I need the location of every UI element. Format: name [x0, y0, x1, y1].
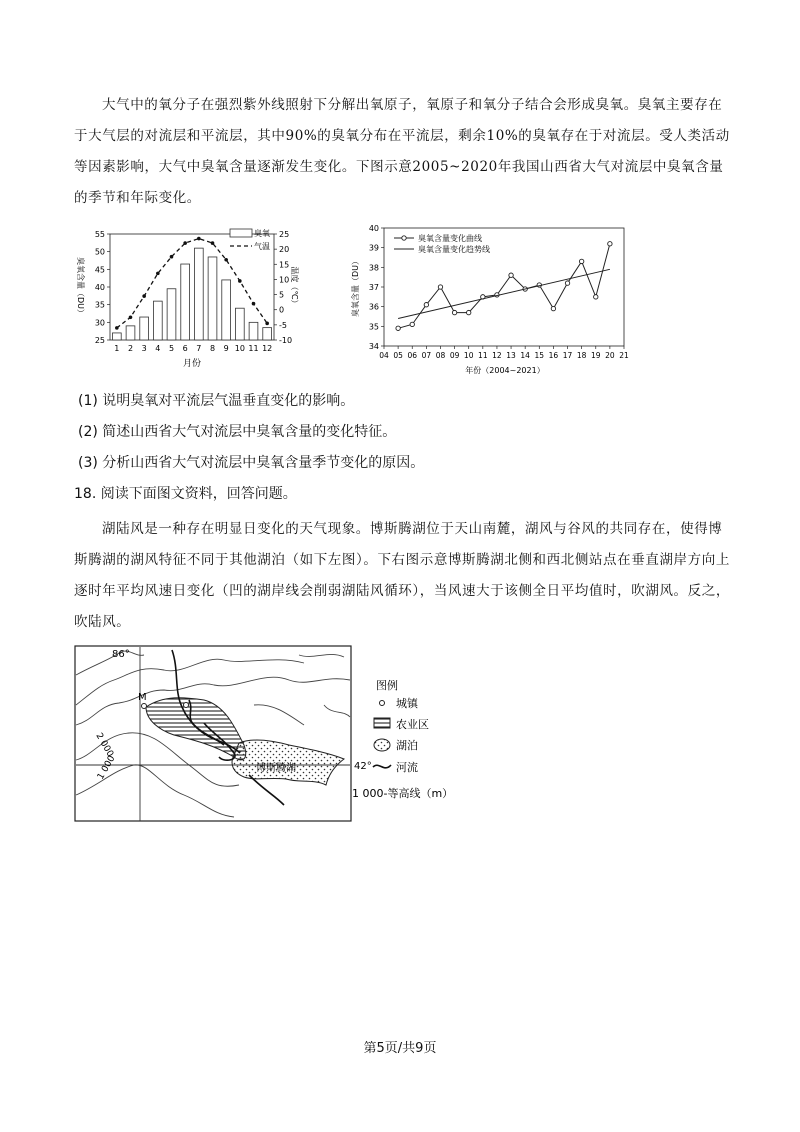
temperature-point [170, 255, 174, 259]
x-tick-label: 19 [590, 351, 601, 360]
x-tick-label: 6 [182, 344, 188, 353]
x-tick-label: 11 [248, 344, 259, 353]
lon-label: 86° [112, 649, 130, 660]
x-tick-label: 17 [562, 351, 573, 360]
x-tick-label: 8 [209, 344, 216, 353]
temperature-point [129, 315, 133, 319]
x-tick-label: 12 [262, 344, 273, 353]
y2-tick-label: 5 [279, 290, 285, 300]
ozone-bar [140, 317, 149, 340]
ozone-annual-point [424, 303, 428, 307]
x-tick-label: 10 [463, 351, 474, 360]
ozone-annual-point [452, 310, 456, 314]
legend-ozone-swatch [230, 229, 252, 237]
x-tick-label: 08 [435, 351, 446, 360]
y-tick-label: 37 [368, 283, 379, 292]
x-tick-label: 04 [379, 351, 389, 360]
x-tick-label: 16 [548, 351, 559, 360]
x-tick-label: 15 [534, 351, 545, 360]
ozone-bar [112, 333, 121, 340]
y2-tick-label: -5 [279, 320, 287, 330]
y2-tick-label: 15 [279, 260, 290, 270]
river-legend-symbol [373, 765, 391, 768]
y-axis-label: 臭氧含量（DU） [351, 256, 360, 318]
legend-curve: 臭氧含量变化曲线 [418, 234, 482, 243]
lat-label: 42° [354, 761, 372, 772]
y2-axis-label: 温度（℃） [290, 266, 299, 308]
x-tick-label: 5 [168, 344, 175, 353]
legend-trend: 臭氧含量变化趋势线 [418, 245, 490, 254]
y-tick-label: 25 [94, 336, 105, 345]
temperature-point [238, 279, 242, 283]
x-tick-label: 07 [421, 351, 432, 360]
ozone-bar [167, 289, 176, 340]
x-tick-label: 3 [141, 344, 147, 353]
ozone-annual-chart [350, 222, 630, 374]
y-tick-label: 38 [368, 263, 379, 273]
legend-curve-marker [402, 236, 406, 240]
question-1: (1) 说明臭氧对平流层气温垂直变化的影响。 [78, 393, 355, 409]
y2-tick-label: 20 [279, 245, 290, 255]
farm-legend-symbol [374, 718, 390, 728]
temperature-point [224, 258, 228, 262]
ozone-annual-point [467, 310, 471, 314]
y2-tick-label: 0 [279, 305, 285, 315]
ozone-bar [249, 322, 258, 340]
x-tick-label: 09 [449, 351, 460, 360]
y-axis-label: 臭氧含量（DU） [76, 256, 85, 318]
ozone-bar [126, 326, 135, 340]
town-legend-symbol [380, 701, 385, 706]
ozone-bar [153, 301, 162, 340]
y-tick-label: 40 [368, 224, 379, 233]
legend-title: 图例 [376, 679, 398, 692]
page-footer: 第5页/共9页 [363, 1041, 437, 1056]
legend-temp: 气温 [254, 242, 270, 251]
x-tick-label: 21 [619, 351, 629, 360]
ozone-bar [263, 328, 272, 340]
town-symbol [184, 703, 189, 708]
ozone-annual-point [410, 322, 414, 326]
ozone-bar [194, 248, 203, 340]
temperature-point [115, 326, 119, 330]
ozone-bar [222, 280, 231, 340]
y-tick-label: 36 [368, 302, 379, 312]
temperature-point [265, 322, 269, 326]
x-tick-label: 2 [127, 344, 134, 353]
y-tick-label: 35 [368, 322, 379, 332]
y-tick-label: 55 [94, 230, 105, 239]
q18-paragraph: 湖陆风是一种存在明显日变化的天气现象。博斯腾湖位于天山南麓，湖风与谷风的共同存在，使得博斯腾湖的湖风特征不同于其他湖泊（如下左图）。下右图示意博斯腾湖北侧和西北侧站点在垂直湖岸方向上逐时年平均风速日变化（凹的湖岸线会削弱湖陆风循环），当风速大于该侧全日平均值时，吹湖风。反之，吹陆风。 [74, 521, 730, 630]
map-legend [352, 678, 453, 800]
temperature-point [183, 241, 187, 245]
lake-label: 博斯腾湖 [256, 763, 296, 774]
ozone-annual-point [594, 295, 598, 299]
x-tick-label: 20 [605, 351, 615, 360]
legend-contour: 1 000-等高线（m） [352, 787, 454, 800]
ozone-bar [181, 264, 190, 340]
x-tick-label: 4 [155, 344, 161, 353]
question-18-title: 18. 阅读下面图文资料，回答问题。 [74, 486, 297, 502]
x-tick-label: 18 [576, 351, 587, 360]
town-symbol [142, 704, 147, 709]
ozone-annual-point [579, 259, 583, 263]
temperature-point [197, 237, 201, 241]
x-axis-label: 月份 [182, 359, 202, 369]
y-tick-label: 40 [94, 283, 105, 292]
y-tick-label: 30 [94, 318, 105, 328]
ozone-annual-point [509, 273, 513, 277]
y-tick-label: 35 [94, 300, 105, 310]
contour-label-1000: 1 000 [95, 754, 118, 782]
y-tick-label: 50 [94, 247, 105, 257]
x-tick-label: 10 [234, 344, 245, 353]
temperature-point [211, 241, 215, 245]
intro-paragraph: 大气中的氧分子在强烈紫外线照射下分解出氧原子，氧原子和氧分子结合会形成臭氧。臭氧主要存在于大气层的对流层和平流层，其中90%的臭氧分布在平流层，剩余10%的臭氧存在于对流层。受人类活动等因素影响，大气中臭氧含量逐渐发生变化。下图示意2005~2020年我国山西省大气对流层中臭氧含量的季节和年际变化。 [74, 97, 730, 206]
x-tick-label: 7 [196, 344, 202, 353]
ozone-bar [235, 308, 244, 340]
lake-legend-symbol [374, 739, 390, 751]
legend-town: 城镇 [396, 697, 418, 710]
temperature-point [156, 272, 160, 276]
y2-tick-label: 25 [279, 230, 290, 239]
question-2: (2) 简述山西省大气对流层中臭氧含量的变化特征。 [78, 424, 397, 440]
x-tick-label: 12 [492, 351, 502, 360]
temperature-point [142, 294, 146, 298]
y-tick-label: 45 [94, 265, 105, 275]
contour-label-2000: 2 000 [93, 731, 115, 759]
x-tick-label: 9 [223, 344, 229, 353]
y2-tick-label: 10 [279, 275, 290, 285]
x-axis-label: 年份（2004~2021） [465, 366, 545, 375]
ozone-annual-point [551, 306, 555, 310]
y-tick-label: 34 [368, 342, 379, 351]
legend-farm: 农业区 [396, 718, 429, 731]
legend-river: 河流 [396, 761, 418, 774]
x-tick-label: 05 [393, 351, 403, 360]
bosten-lake-map [74, 645, 474, 825]
ozone-annual-point [565, 281, 569, 285]
y2-tick-label: -10 [279, 336, 293, 345]
ozone-seasonal-chart [68, 222, 298, 370]
ozone-annual-point [438, 285, 442, 289]
x-tick-label: 13 [506, 351, 516, 360]
x-tick-label: 11 [478, 351, 488, 360]
ozone-annual-point [396, 326, 400, 330]
x-tick-label: 06 [407, 351, 418, 360]
ozone-annual-line [398, 244, 610, 329]
temperature-point [252, 302, 256, 306]
temperature-line [117, 239, 267, 328]
y-tick-label: 39 [368, 243, 379, 253]
ozone-annual-point [608, 242, 612, 246]
ozone-bar [208, 257, 217, 340]
legend-ozone: 臭氧 [254, 229, 270, 238]
trend-line [398, 269, 610, 318]
question-3: (3) 分析山西省大气对流层中臭氧含量季节变化的原因。 [78, 455, 425, 471]
point-m-label: M [138, 692, 147, 703]
x-tick-label: 1 [114, 344, 120, 353]
x-tick-label: 14 [520, 351, 530, 360]
legend-lake: 湖泊 [396, 739, 418, 752]
